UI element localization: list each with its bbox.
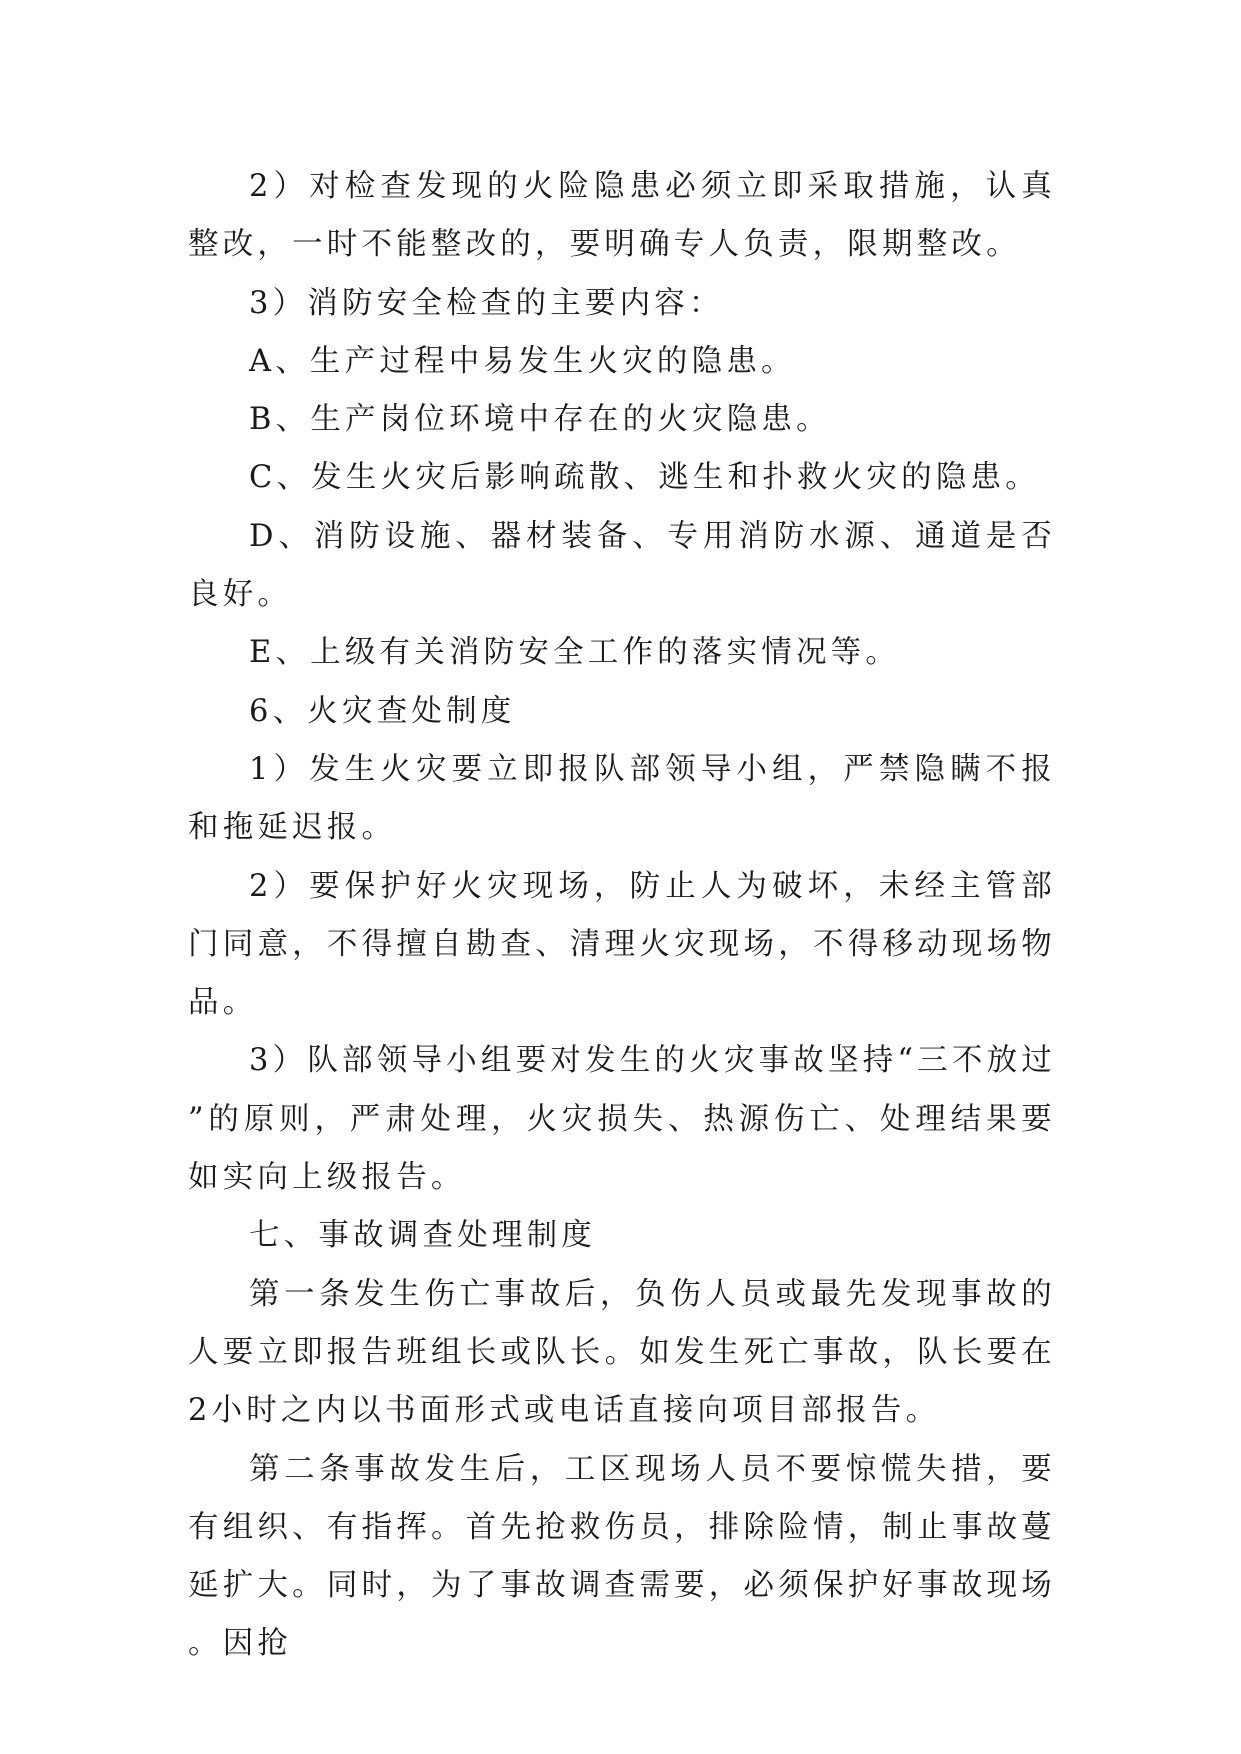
section-heading: 6、火灾查处制度	[249, 693, 516, 729]
section-heading: 七、事故调查处理制度	[249, 1218, 596, 1254]
paragraph: 2）对检查发现的火险隐患必须立即采取措施，认真整改，一时不能整改的，要明确专人负责，限期整改。	[188, 169, 1056, 263]
paragraph: 3）队部领导小组要对发生的火灾事故坚持“三不放过”的原则，严肃处理，火灾损失、热源伤亡、处理结果要如实向上级报告。	[188, 1043, 1056, 1196]
paragraph: E、上级有关消防安全工作的落实情况等。	[249, 635, 901, 671]
paragraph: B、生产岗位环境中存在的火灾隐患。	[249, 402, 831, 438]
paragraph: 第二条事故发生后，工区现场人员不要惊慌失措，要有组织、有指挥。首先抢救伤员，排除险情，制止事故蔓延扩大。同时，为了事故调查需要，必须保护好事故现场。因抢	[188, 1451, 1056, 1662]
document-body	[188, 158, 1056, 1674]
paragraph: 3）消防安全检查的主要内容：	[249, 285, 724, 321]
paragraph: 第一条发生伤亡事故后，负伤人员或最先发现事故的人要立即报告班组长或队长。如发生死亡事故，队长要在2小时之内以书面形式或电话直接向项目部报告。	[188, 1276, 1056, 1429]
paragraph: D、消防设施、器材装备、专用消防水源、通道是否良好。	[188, 518, 1056, 613]
paragraph: 2）要保护好火灾现场，防止人为破坏，未经主管部门同意，不得擅自勘查、清理火灾现场，不得移动现场物品。	[188, 868, 1056, 1021]
paragraph: C、发生火灾后影响疏散、逃生和扑救火灾的隐患。	[249, 460, 1040, 496]
paragraph: A、生产过程中易发生火灾的隐患。	[249, 343, 796, 379]
paragraph: 1）发生火灾要立即报队部领导小组，严禁隐瞒不报和拖延迟报。	[188, 751, 1056, 846]
